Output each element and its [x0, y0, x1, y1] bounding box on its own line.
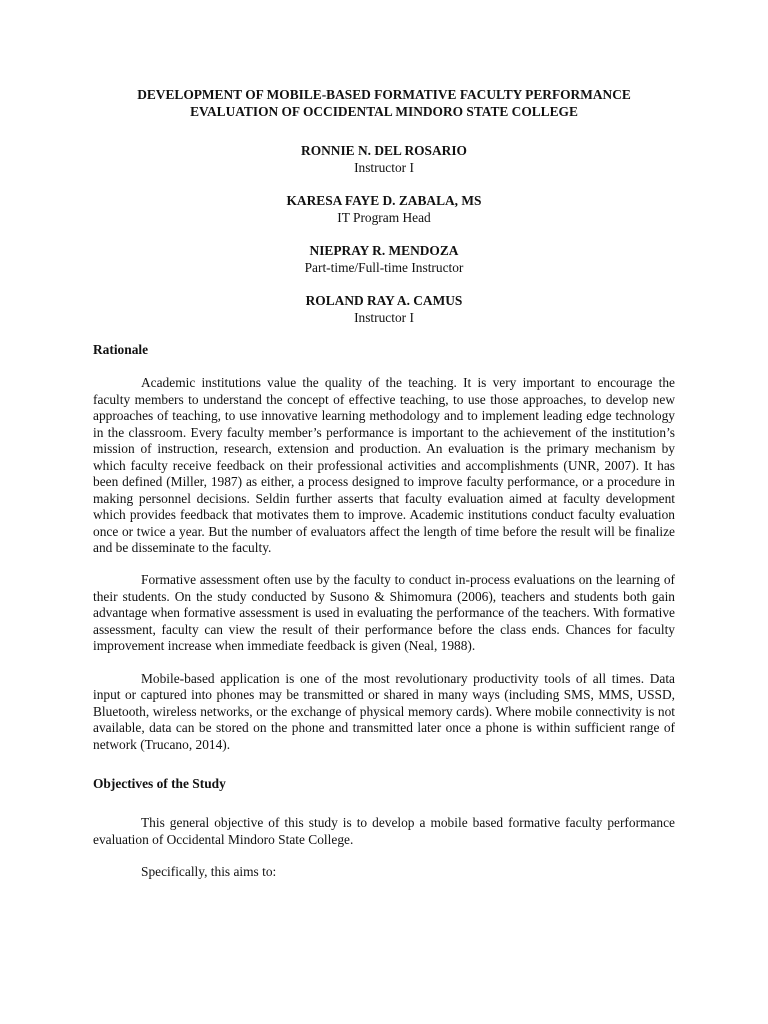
author-name: ROLAND RAY A. CAMUS [305, 293, 463, 308]
author-role: Instructor I [354, 160, 414, 175]
rationale-paragraph-3: Mobile-based application is one of the most revolutionary productivity tools of all times. Data input or captured into phones may be transmitted or shared in many ways (including SMS, MMS, USSD, Bluetooth, wireless networks, or the exchange of physical memory cards). Where mobile connectivity is not available, data can be stored on the phone and transmitted later once a phone is within sufficient range of network (Trucano, 2014). [93, 670, 675, 752]
author-role: IT Program Head [337, 210, 431, 225]
author-list [93, 142, 675, 326]
rationale-paragraph-1: Academic institutions value the quality of the teaching. It is very important to encourage the faculty members to understand the concept of effective teaching, to use those approaches, to develop new approaches of teaching, to use innovative learning methodology and to implement leading edge technology in the classroom. Every faculty member’s performance is important to the achievement of the institution’s mission of instruction, research, extension and production. An evaluation is the primary mechanism by which faculty receive feedback on their professional activities and accomplishments (UNR, 2007). It has been defined (Miller, 1987) as either, a process designed to improve faculty performance, or a procedure in making personnel decisions. Seldin further asserts that faculty evaluation aimed at faculty development which provides feedback that motivates them to improve. Academic institutions conduct faculty evaluation once or twice a year. But the number of evaluators affect the length of time before the result will be finalize and be disseminate to the faculty. [93, 375, 675, 555]
rationale-paragraph-2: Formative assessment often use by the faculty to conduct in-process evaluations on the learning of their students. On the study conducted by Susono & Shimomura (2006), teachers and students both gain advantage when formative assessment is used in evaluating the performance of the teachers. With formative assessment, faculty can view the result of their performance before the class ends. Chances for faculty improvement increase when immediate feedback is given (Neal, 1988). [93, 572, 675, 654]
document-page [93, 86, 675, 881]
author-role: Part-time/Full-time Instructor [304, 260, 464, 275]
section-heading-rationale: Rationale [93, 342, 149, 357]
author-name: NIEPRAY R. MENDOZA [309, 243, 459, 258]
author-name: RONNIE N. DEL ROSARIO [301, 143, 467, 158]
author-block [93, 142, 675, 176]
author-role: Instructor I [354, 310, 414, 325]
author-block [93, 192, 675, 226]
author-name: KARESA FAYE D. ZABALA, MS [286, 193, 482, 208]
objectives-paragraph: This general objective of this study is to develop a mobile based formative faculty performance evaluation of Occidental Mindoro State College. [93, 815, 675, 847]
paper-title-line-1: DEVELOPMENT OF MOBILE-BASED FORMATIVE FACULTY PERFORMANCE [137, 87, 631, 102]
author-block [93, 292, 675, 326]
author-block [93, 242, 675, 276]
section-heading-objectives: Objectives of the Study [93, 775, 226, 791]
objectives-specific-intro: Specifically, this aims to: [141, 864, 277, 880]
paper-title-line-2: EVALUATION OF OCCIDENTAL MINDORO STATE COLLEGE [190, 104, 578, 119]
paper-title [93, 86, 675, 120]
